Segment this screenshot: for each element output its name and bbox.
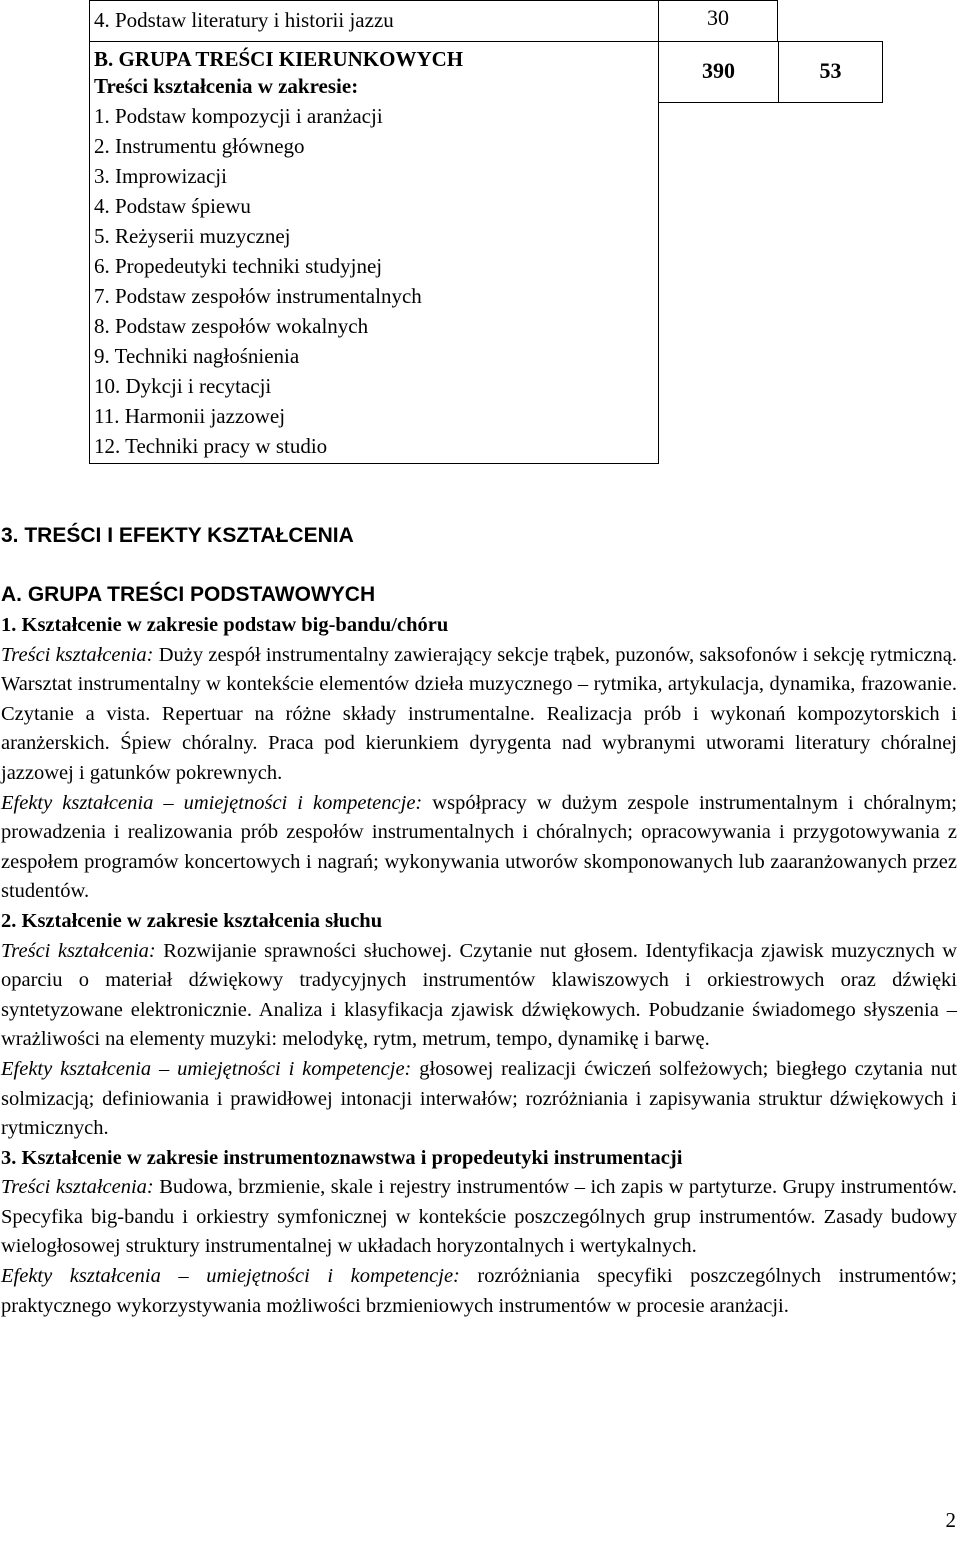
hours-value: 390	[702, 58, 735, 83]
table-row-label: 4. Podstaw literatury i historii jazzu	[94, 8, 394, 32]
group-heading-text: A. GRUPA TREŚCI PODSTAWOWYCH	[1, 583, 376, 606]
section-heading: 3. TREŚCI I EFEKTY KSZTAŁCENIA	[1, 524, 354, 547]
document-body	[1, 611, 957, 1321]
content-label: Treści kształcenia:	[1, 1176, 154, 1199]
effects-paragraph	[1, 1055, 957, 1144]
content-label: Treści kształcenia:	[1, 939, 156, 962]
list-item: 2. Instrumentu głównego	[94, 134, 305, 158]
list-item: 11. Harmonii jazzowej	[94, 404, 286, 428]
list-item: 6. Propedeutyki techniki studyjnej	[94, 254, 383, 278]
content-paragraph	[1, 937, 957, 1055]
group-b-title: B. GRUPA TREŚCI KIERUNKOWYCH	[94, 47, 464, 71]
table-cell-hours	[658, 0, 778, 42]
content-text: Budowa, brzmienie, skale i rejestry instrumentów – ich zapis w partyturze. Grupy instrumentów. Specyfika big-bandu i orkiestry symfonicznej w kontekście poszczególnych grup instrumentów. Zasady budowy wielogłosowej struktury instrumentalnej w układach horyzontalnych i wertykalnych.	[1, 1176, 957, 1258]
subsection-heading: 3. Kształcenie w zakresie instrumentoznawstwa i propedeutyki instrumentacji	[1, 1146, 683, 1169]
content-label: Treści kształcenia:	[1, 643, 154, 666]
table-cell-group-b	[89, 41, 659, 464]
content-paragraph	[1, 1173, 957, 1262]
content-paragraph	[1, 641, 957, 789]
list-item: 1. Podstaw kompozycji i aranżacji	[94, 104, 383, 128]
list-item: 10. Dykcji i recytacji	[94, 374, 272, 398]
content-text: Rozwijanie sprawności słuchowej. Czytanie nut głosem. Identyfikacja zjawisk muzycznych w oparciu o materiał dźwiękowy tradycyjnych instrumentów klawiszowych i orkiestrowych oraz dźwięki syntetyzowane elektronicznie. Analiza i klasyfikacja zjawisk dźwiękowych. Pobudzanie świadomego słyszenia – wrażliwości na elementy muzyki: melodykę, rytm, metrum, tempo, dynamikę i barwę.	[1, 939, 957, 1051]
list-item: 3. Improwizacji	[94, 164, 227, 188]
list-item: 4. Podstaw śpiewu	[94, 194, 251, 218]
effects-paragraph	[1, 789, 957, 907]
list-item: 7. Podstaw zespołów instrumentalnych	[94, 284, 422, 308]
effects-text: rozróżniania specyfiki poszczególnych instrumentów; praktycznego wykorzystywania możliwości brzmieniowych instrumentów w procesie aranżacji.	[1, 1265, 958, 1317]
effects-paragraph	[1, 1262, 957, 1321]
list-item: 5. Reżyserii muzycznej	[94, 224, 291, 248]
table-cell-subject	[89, 0, 659, 42]
effects-label: Efekty kształcenia – umiejętności i kompetencje:	[1, 1265, 460, 1288]
ects-value: 53	[819, 58, 842, 83]
effects-text: współpracy w dużym zespole instrumentalnym i chóralnym; prowadzenia i realizowania prób zespołów instrumentalnych i chóralnych; opracowywania i przygotowywania z zespołem programów koncertowych i nagrań; wykonywania utworów skomponowanych lub zaaranżowanych przez studentów.	[1, 791, 958, 903]
content-text: Duży zespół instrumentalny zawierający sekcje trąbek, puzonów, saksofonów i sekcję rytmiczną. Warsztat instrumentalny w kontekście elementów dzieła muzycznego – rytmika, artykulacja, dynamika, frazowanie. Czytanie a vista. Repertuar na różne składy instrumentalne. Realizacja prób i wykonań kompozytorskich i aranżerskich. Śpiew chóralny. Praca pod kierunkiem dyrygenta nad wybranymi utworami literatury chóralnej jazzowej i gatunków pokrewnych.	[1, 643, 957, 784]
list-item: 12. Techniki pracy w studio	[94, 434, 328, 458]
effects-text: głosowej realizacji ćwiczeń solfeżowych; biegłego czytania nut solmizacją; definiowania i prawidłowej intonacji interwałów; rozróżniania i zapisywania struktur dźwiękowych i rytmicznych.	[1, 1057, 957, 1140]
table-cell-ects	[778, 41, 883, 103]
subsection-heading: 2. Kształcenie w zakresie kształcenia słuchu	[1, 909, 383, 932]
effects-label: Efekty kształcenia – umiejętności i kompetencje:	[1, 1057, 412, 1080]
group-b-subtitle: Treści kształcenia w zakresie:	[94, 74, 359, 98]
curriculum-table	[89, 0, 883, 464]
hours-value: 30	[707, 5, 729, 30]
list-item: 8. Podstaw zespołów wokalnych	[94, 314, 369, 338]
group-heading	[1, 583, 375, 607]
table-cell-hours	[658, 41, 779, 103]
subsection-heading: 1. Kształcenie w zakresie podstaw big-bandu/chóru	[1, 614, 449, 636]
list-item: 9. Techniki nagłośnienia	[94, 344, 300, 368]
effects-label: Efekty kształcenia – umiejętności i kompetencje:	[1, 791, 423, 814]
page-number: 2	[945, 1508, 956, 1532]
